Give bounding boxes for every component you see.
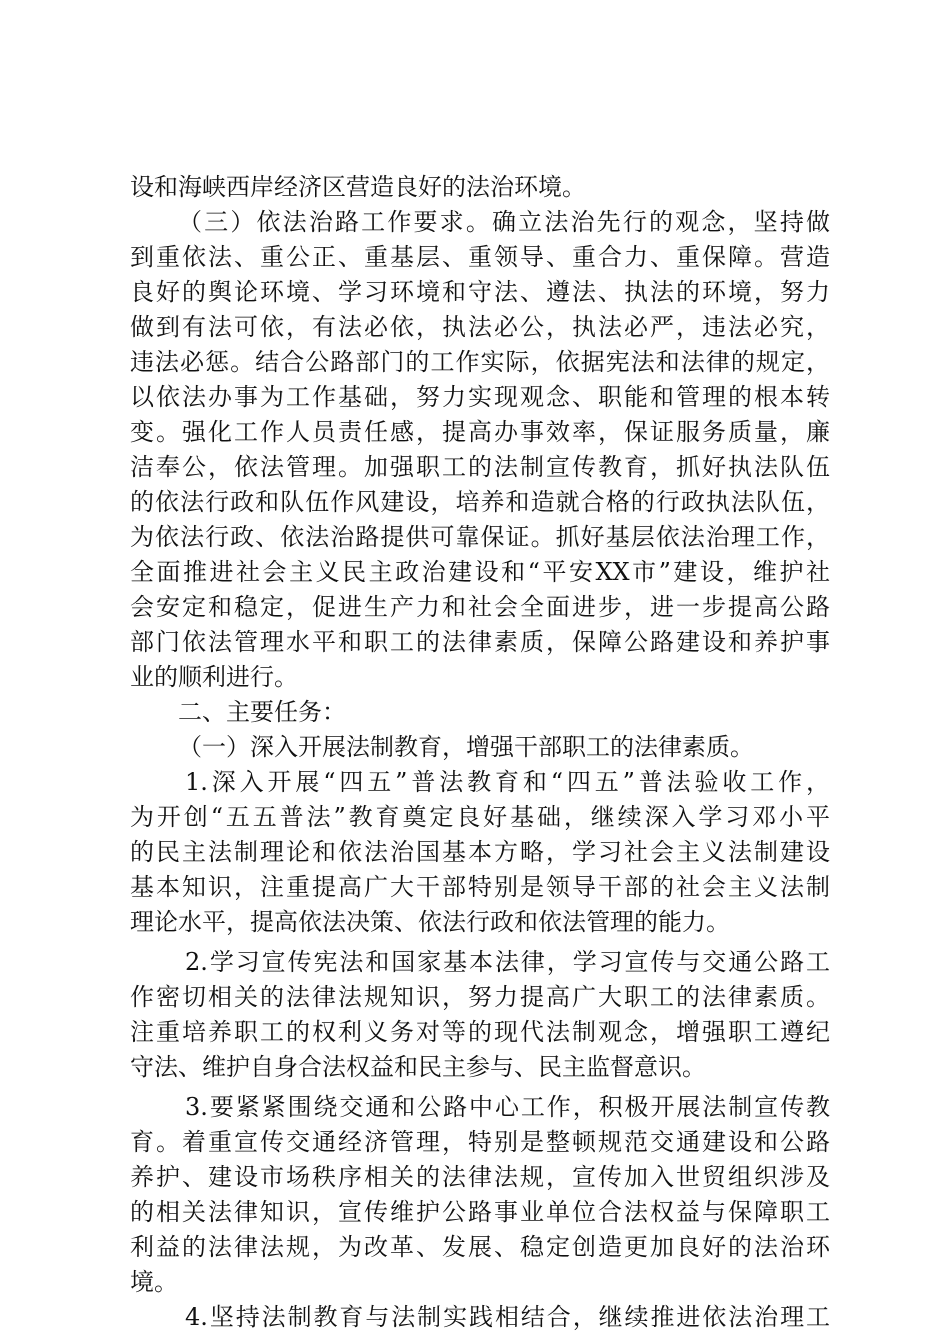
section-heading: 二、主要任务： xyxy=(178,698,346,726)
text-line: 的依法行政和队伍作风建设，培养和造就合格的行政执法队伍， xyxy=(130,488,830,516)
text-line: 全面推进社会主义民主政治建设和“平安XX市”建设，维护社 xyxy=(130,558,830,586)
text-line: 业的顺利进行。 xyxy=(130,663,298,691)
text-line: 会安定和稳定，促进生产力和社会全面进步，进一步提高公路 xyxy=(130,593,830,621)
text-line: 为开创“五五普法”教育奠定良好基础，继续深入学习邓小平 xyxy=(130,803,830,831)
text-line: 2.学习宣传宪法和国家基本法律，学习宣传与交通公路工 xyxy=(185,948,830,976)
text-line: 4.坚持法制教育与法制实践相结合，继续推进依法治理工 xyxy=(185,1303,830,1331)
text-line: 作密切相关的法律法规知识，努力提高广大职工的法律素质。 xyxy=(130,983,830,1011)
text-line: 育。着重宣传交通经济管理，特别是整顿规范交通建设和公路 xyxy=(130,1128,830,1156)
text-line: 以依法办事为工作基础，努力实现观念、职能和管理的根本转 xyxy=(130,383,830,411)
text-line: 设和海峡西岸经济区营造良好的法治环境。 xyxy=(130,173,586,201)
text-line: 违法必惩。结合公路部门的工作实际，依据宪法和法律的规定， xyxy=(130,348,830,376)
text-line: 守法、维护自身合法权益和民主参与、民主监督意识。 xyxy=(130,1053,706,1081)
text-line: 利益的法律法规，为改革、发展、稳定创造更加良好的法治环 xyxy=(130,1233,830,1261)
text-line: 3.要紧紧围绕交通和公路中心工作，积极开展法制宣传教 xyxy=(185,1093,830,1121)
text-line: 部门依法管理水平和职工的法律素质，保障公路建设和养护事 xyxy=(130,628,830,656)
text-line: 做到有法可依，有法必依，执法必公，执法必严，违法必究， xyxy=(130,313,830,341)
text-line: （三）依法治路工作要求。确立法治先行的观念，坚持做 xyxy=(178,208,830,236)
subsection-heading: （一）深入开展法制教育，增强干部职工的法律素质。 xyxy=(178,733,754,761)
text-line: 良好的舆论环境、学习环境和守法、遵法、执法的环境，努力 xyxy=(130,278,830,306)
text-line: 养护、建设市场秩序相关的法律法规，宣传加入世贸组织涉及 xyxy=(130,1163,830,1191)
text-line: 变。强化工作人员责任感，提高办事效率，保证服务质量，廉 xyxy=(130,418,830,446)
text-line: 基本知识，注重提高广大干部特别是领导干部的社会主义法制 xyxy=(130,873,830,901)
text-line: 的民主法制理论和依法治国基本方略，学习社会主义法制建设 xyxy=(130,838,830,866)
text-line: 注重培养职工的权利义务对等的现代法制观念，增强职工遵纪 xyxy=(130,1018,830,1046)
text-line: 为依法行政、依法治路提供可靠保证。抓好基层依法治理工作， xyxy=(130,523,830,551)
text-line: 的相关法律知识，宣传维护公路事业单位合法权益与保障职工 xyxy=(130,1198,830,1226)
text-line: 洁奉公，依法管理。加强职工的法制宣传教育，抓好执法队伍 xyxy=(130,453,830,481)
text-line: 境。 xyxy=(130,1268,178,1296)
text-line: 到重依法、重公正、重基层、重领导、重合力、重保障。营造 xyxy=(130,243,830,271)
text-line: 理论水平，提高依法决策、依法行政和依法管理的能力。 xyxy=(130,908,730,936)
text-line: 1.深入开展“四五”普法教育和“四五”普法验收工作， xyxy=(185,768,830,796)
